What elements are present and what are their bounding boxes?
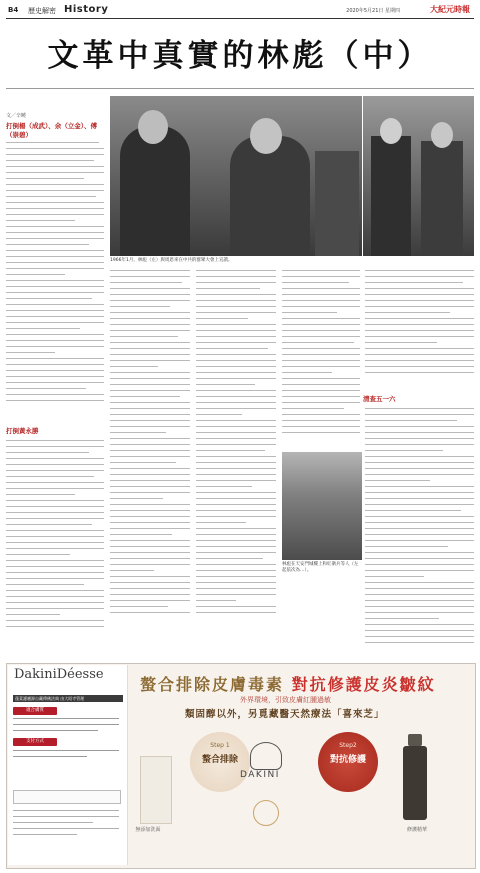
product-bottle-cap [408,734,422,746]
ad-subline-2: 類固醇以外，另覓藏醫天然療法「喜來芝」 [185,709,385,720]
ad-left-text-2 [13,750,119,762]
subheading-3: 清查五一六 [363,395,396,403]
article-body-col1a [6,142,104,406]
product-box-image [140,756,172,824]
ad-left-text [13,718,119,736]
article-body-col3 [196,270,276,618]
step2-title: 對抗修護 [329,755,366,765]
ad-website-box [13,790,121,804]
article-body-col2 [110,270,190,618]
lotus-seal-icon [253,800,279,826]
article-body-col4a [282,270,360,438]
step1-label: Step 1 [210,742,230,749]
article-body-col5a [365,270,474,378]
article-body-col1b [6,440,104,632]
ad-headline-part-2: 對抗修護皮炎皺紋 [291,675,436,694]
title-rule [6,88,474,89]
right-photo [363,96,474,256]
header-rule [6,18,474,19]
subheading-2: 打倒黃永勝 [6,427,39,435]
step1-title: 螯合排除 [201,755,238,765]
page-number: B4 [8,6,19,14]
article-title: 文革中真實的林彪（中） [47,38,433,74]
section-name: 歷史解密 [28,7,56,15]
crowd-photo [282,452,362,560]
ad-headline-part-1: 螯合排除皮膚毒素 [140,675,285,694]
ad-pill-payment: 支付方式 [13,738,57,746]
ad-contact-text [13,810,119,840]
section-name-en: History [64,4,109,15]
main-photo-caption: 1966年1月，林彪（左）與周恩來在中共的群眾大會上宣讀。 [110,258,233,263]
ad-pill-skin: 適合膚質 [13,707,57,715]
byline: 文／辛曉 [6,113,27,119]
product-right-label: 修護精華 [406,827,427,833]
ad-logo-word: DAKINI [240,770,280,780]
step2-label: Step2 [339,742,357,749]
subheading-1: 打倒楊（成武）、余（立金）、傅（崇碧） [6,122,97,139]
crowd-photo-caption: 林彪在天安門城樓上和紅衛兵等人（左起依次為…）。 [282,562,359,573]
ad-brand-name: DakiniDéesse [14,667,104,682]
product-bottle-image [403,746,427,820]
article-body-col5b [365,408,474,648]
masthead-logo: 大紀元時報 [430,4,470,14]
product-left-label: 無添加洗面 [135,827,161,833]
ad-tagline: 蓬萊護膚源自藏傳佛法典 由大昭寺管理 [13,695,123,702]
ad-subline-1: 外界環境，引致皮膚紅腫過敏 [240,696,331,704]
issue-date: 2020年5月21日 星期四 [346,8,400,14]
dakini-emblem-icon [250,742,282,770]
ad-headline [140,672,436,695]
main-photo [110,96,362,256]
